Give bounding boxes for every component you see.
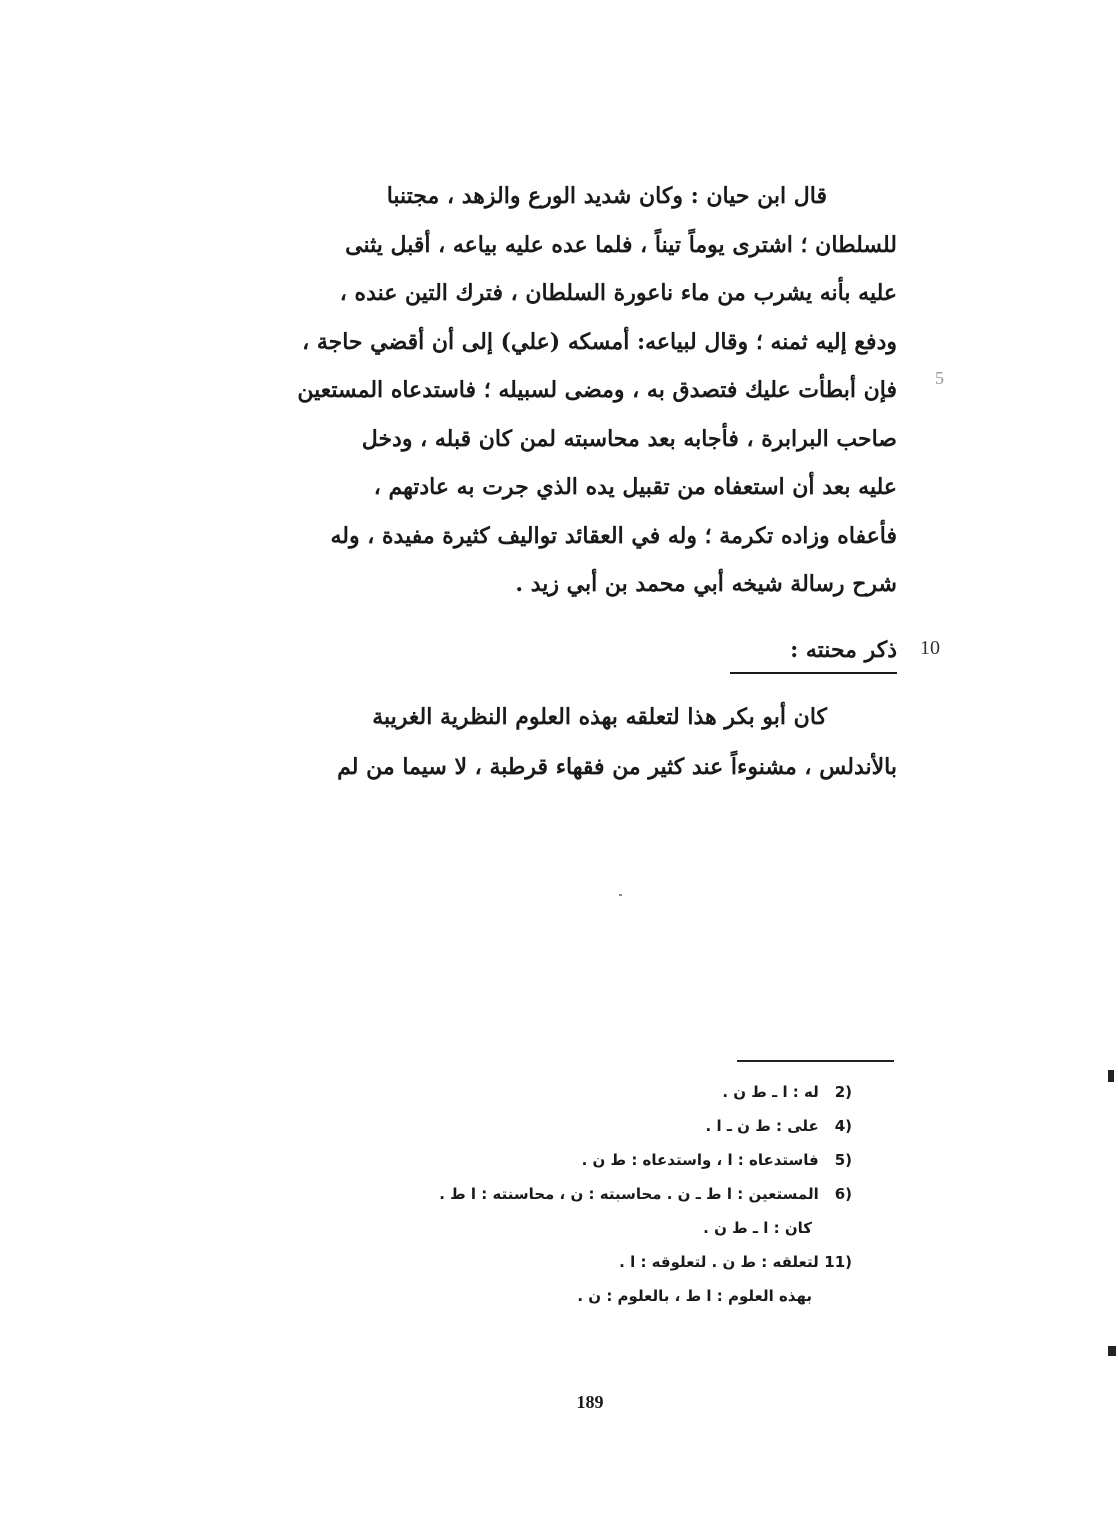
footnote — [300, 1177, 852, 1211]
footnote-number: (11 — [824, 1253, 852, 1271]
section-line-2: بالأندلس ، مشنوءاً عند كثير من فقهاء قرطبة ، لا سيما من لم — [337, 754, 897, 780]
footnote — [300, 1075, 852, 1109]
footnote-text: له : ا ـ ط ن . — [722, 1083, 819, 1101]
footnote-continuation — [300, 1211, 852, 1245]
text-line-3: عليه بأنه يشرب من ماء ناعورة السلطان ، فترك التين عنده ، — [339, 280, 897, 306]
footnote-text: لتعلقه : ط ن . لتعلوقه : ا . — [619, 1253, 819, 1271]
footnote-number: (6 — [834, 1185, 852, 1203]
scan-speck — [619, 894, 622, 896]
footnote-text: فاستدعاه : ا ، واستدعاه : ط ن . — [581, 1151, 819, 1169]
footnote-continuation — [300, 1279, 852, 1313]
footnote-text: المستعين : ا ط ـ ن . محاسبته : ن ، محاسنته : ا ط . — [439, 1185, 819, 1203]
text-line-8: فأعفاه وزاده تكرمة ؛ وله في العقائد تواليف كثيرة مفيدة ، وله — [330, 522, 897, 549]
text-line-7: عليه بعد أن استعفاه من تقبيل يده الذي جرت به عادتهم ، — [373, 474, 897, 500]
text-line-2: للسلطان ؛ اشترى يوماً تيناً ، فلما عده عليه بياعه ، أقبل يثنى — [345, 231, 897, 258]
main-paragraph — [255, 172, 897, 609]
footnote-number: (2 — [834, 1083, 852, 1101]
scan-edge-mark — [1108, 1346, 1116, 1356]
footnote-divider — [737, 1060, 894, 1062]
page-number: 189 — [576, 1392, 604, 1412]
section-line-1: كان أبو بكر هذا لتعلقه بهذه العلوم النظرية الغريبة — [372, 704, 827, 730]
text-line-9: شرح رسالة شيخه أبي محمد بن أبي زيد . — [515, 571, 897, 597]
scan-edge-mark — [1108, 1070, 1114, 1082]
footnotes — [300, 1075, 852, 1313]
footnote — [300, 1109, 852, 1143]
footnote-text: بهذه العلوم : ا ط ، بالعلوم : ن . — [577, 1287, 812, 1305]
line-number-5: 5 — [935, 368, 944, 388]
line-number-10: 10 — [920, 637, 940, 659]
section-heading: ذكر محنته : — [730, 628, 897, 674]
text-line-5: فإن أبطأت عليك فتصدق به ، ومضى لسبيله ؛ فاستدعاه المستعين — [297, 377, 897, 403]
footnote-number: (5 — [834, 1151, 852, 1169]
text-line-4: ودفع إليه ثمنه ؛ وقال لبياعه: أمسكه (علي) إلى أن أقضي حاجة ، — [302, 328, 897, 355]
text-line-6: صاحب البرابرة ، فأجابه بعد محاسبته لمن كان قبله ، ودخل — [361, 425, 897, 452]
text-line-1: قال ابن حيان : وكان شديد الورع والزهد ، مجتنبا — [386, 183, 827, 209]
section-paragraph — [255, 692, 897, 792]
footnote-text: على : ط ن ـ ا . — [705, 1117, 819, 1135]
footnote — [300, 1143, 852, 1177]
footnote-text: كان : ا ـ ط ن . — [703, 1219, 812, 1237]
footnote — [300, 1245, 852, 1279]
footnote-number: (4 — [834, 1117, 852, 1135]
